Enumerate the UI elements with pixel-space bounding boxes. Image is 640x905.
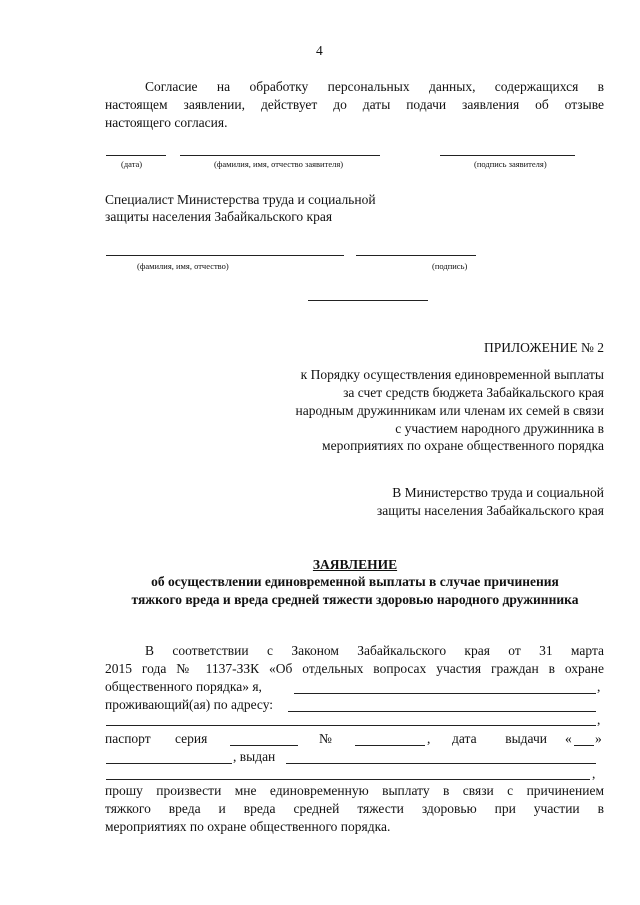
specialist-line-2: защиты населения Забайкальского края	[105, 209, 333, 224]
issued-by-field-1[interactable]	[286, 763, 596, 764]
statement-subtitle-2: тяжкого вреда и вреда средней тяжести здоровью народного дружинника	[131, 592, 579, 607]
issue-date-quote-close: »	[595, 731, 602, 746]
consent-line-3: настоящего согласия.	[105, 115, 228, 130]
addressee-line-2: защиты населения Забайкальского края	[376, 503, 604, 518]
applicant-signature-caption: (подпись заявителя)	[474, 159, 547, 169]
issued-label: , выдан	[233, 749, 276, 764]
passport-series-field[interactable]	[230, 745, 298, 746]
page-number: 4	[316, 43, 323, 58]
appendix-line-4: с участием народного дружинника в	[395, 421, 604, 436]
passport-number-field[interactable]	[355, 745, 425, 746]
passport-number-comma: ,	[427, 731, 431, 746]
date-caption: (дата)	[121, 159, 143, 169]
statement-subtitle-1: об осуществлении единовременной выплаты в случае причинения	[151, 574, 559, 589]
request-line-2: тяжкого вреда и вреда средней тяжести здоровью при участии в	[105, 801, 604, 816]
series-label: серия	[175, 731, 208, 746]
issued-by-comma: ,	[592, 766, 596, 781]
body-line-2: 2015 года № 1137-ЗЗК «Об отдельных вопросах участия граждан в охране	[105, 661, 604, 676]
addressee-line-1: В Министерство труда и социальной	[392, 485, 604, 500]
applicant-fio-field[interactable]	[294, 693, 596, 694]
appendix-line-5: мероприятиях по охране общественного порядка	[322, 438, 604, 453]
issue-date-label: дата выдачи	[452, 731, 547, 746]
request-line-3: мероприятиях по охране общественного порядка.	[105, 819, 391, 834]
specialist-signature-caption: (подпись)	[432, 261, 468, 271]
section-separator	[308, 300, 428, 301]
issued-by-field-2[interactable]	[106, 779, 590, 780]
appendix-line-1: к Порядку осуществления единовременной выплаты	[300, 367, 604, 382]
specialist-line-1: Специалист Министерства труда и социальной	[105, 192, 376, 207]
statement-title: ЗАЯВЛЕНИЕ	[312, 557, 398, 572]
issue-date-field[interactable]	[106, 763, 232, 764]
body-line-1: В соответствии с Законом Забайкальского края от 31 марта	[145, 643, 604, 658]
consent-line-2: настоящем заявлении, действует до даты подачи заявления об отзыве	[105, 97, 604, 112]
address-field-2[interactable]	[106, 725, 596, 726]
appendix-title: ПРИЛОЖЕНИЕ № 2	[483, 340, 604, 355]
fio-field-comma: ,	[597, 679, 601, 694]
consent-line-1: Согласие на обработку персональных данных, содержащихся в	[145, 79, 604, 94]
applicant-signature-line	[440, 155, 575, 156]
body-line-3-prefix: общественного порядка» я,	[105, 679, 262, 694]
date-line	[106, 155, 166, 156]
issue-date-quote-open: «	[565, 731, 572, 746]
applicant-name-caption: (фамилия, имя, отчество заявителя)	[214, 159, 344, 169]
appendix-line-2: за счет средств бюджета Забайкальского края	[343, 385, 604, 400]
issue-day-field[interactable]	[574, 745, 594, 746]
address-label: проживающий(ая) по адресу:	[105, 697, 274, 712]
specialist-name-line	[106, 255, 344, 256]
address-field-1[interactable]	[288, 711, 596, 712]
applicant-name-line	[180, 155, 380, 156]
request-line-1: прошу произвести мне единовременную выплату в связи с причинением	[105, 783, 604, 798]
passport-label: паспорт	[105, 731, 151, 746]
number-label: №	[319, 731, 332, 746]
specialist-signature-line	[356, 255, 476, 256]
address-field-comma: ,	[597, 712, 601, 727]
appendix-line-3: народным дружинникам или членам их семей в связи	[295, 403, 604, 418]
specialist-name-caption: (фамилия, имя, отчество)	[137, 261, 229, 271]
